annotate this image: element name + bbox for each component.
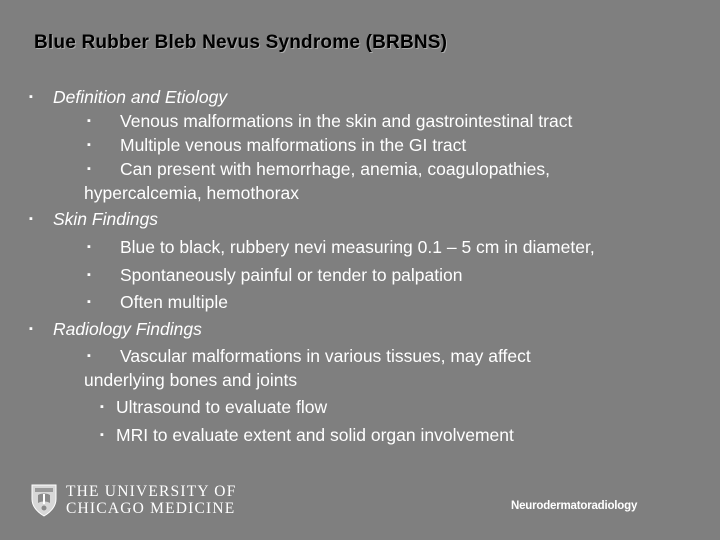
bullet-icon: ▪ [100,429,104,441]
slide-title: Blue Rubber Bleb Nevus Syndrome (BRBNS) [34,32,448,53]
bullet-icon: ▪ [87,296,91,308]
list-item: Can present with hemorrhage, anemia, coagulopathies, [120,159,550,179]
bullet-icon: ▪ [87,163,91,175]
footer-label: Neurodermatoradiology [511,500,638,512]
crest-icon [30,483,58,517]
list-item: Blue to black, rubbery nevi measuring 0.1 – 5 cm in diameter, [120,237,595,257]
bullet-icon: ▪ [87,350,91,362]
list-item: Venous malformations in the skin and gastrointestinal tract [120,111,573,131]
university-logo [30,483,250,519]
list-item: Spontaneously painful or tender to palpation [120,265,463,285]
list-item-continuation: hypercalcemia, hemothorax [84,183,299,203]
list-item: Vascular malformations in various tissues, may affect [120,346,531,366]
list-item: Often multiple [120,292,228,312]
list-item: Multiple venous malformations in the GI tract [120,135,467,155]
list-item: MRI to evaluate extent and solid organ involvement [116,425,514,445]
bullet-icon: ▪ [29,91,33,103]
bullet-icon: ▪ [87,139,91,151]
list-item: Ultrasound to evaluate flow [116,397,328,417]
section-heading-radiology: Radiology Findings [53,319,202,339]
section-heading-definition: Definition and Etiology [53,87,228,107]
bullet-icon: ▪ [29,213,33,225]
bullet-icon: ▪ [87,269,91,281]
logo-line2: CHICAGO MEDICINE [66,500,236,517]
logo-line1: THE UNIVERSITY OF [66,483,237,500]
bullet-icon: ▪ [29,323,33,335]
bullet-icon: ▪ [87,115,91,127]
bullet-icon: ▪ [87,241,91,253]
section-heading-skin: Skin Findings [53,209,159,229]
list-item-continuation: underlying bones and joints [84,370,298,390]
bullet-icon: ▪ [100,401,104,413]
